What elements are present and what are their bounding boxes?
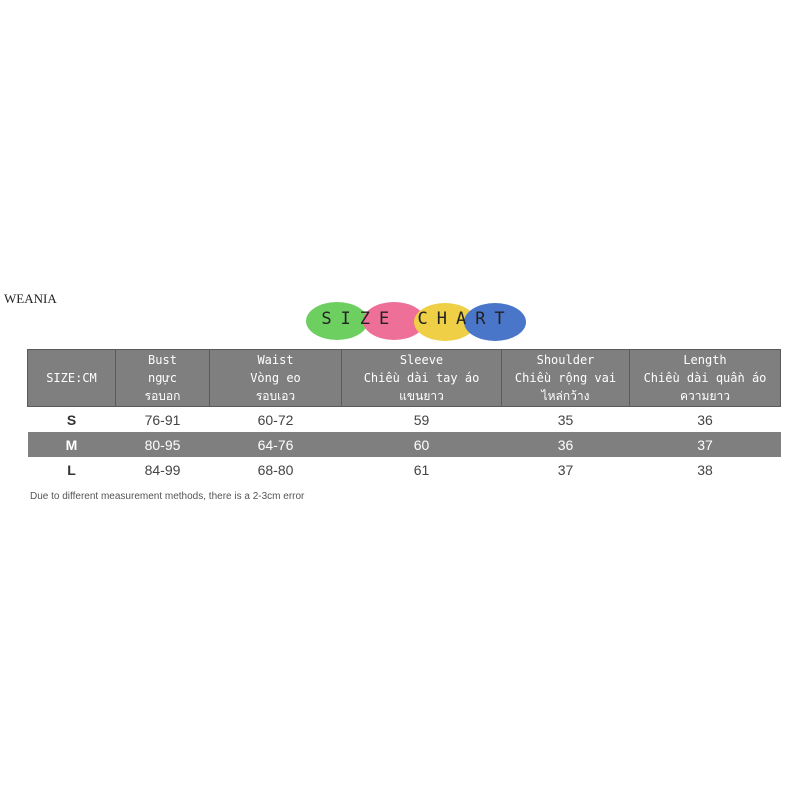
header-label: Chiều dài quần áo: [643, 371, 767, 385]
sleeve-cell: 61: [413, 461, 430, 478]
title-text: SIZE CHART: [321, 309, 514, 329]
header-size: [28, 350, 116, 407]
header-label: แขนยาว: [399, 389, 444, 403]
bust-cell: 80-95: [116, 432, 210, 457]
size-cell: M: [28, 432, 116, 457]
measurement-note: Due to different measurement methods, there is a 2-3cm error: [30, 491, 305, 502]
header-waist: [210, 350, 342, 407]
table-row-l: [28, 457, 781, 482]
header-label: Chiều rộng vai: [514, 371, 617, 385]
header-length: [630, 350, 781, 407]
length-cell: 38: [697, 461, 713, 478]
header-label: Vòng eo: [250, 371, 301, 385]
size-cell: S: [66, 411, 77, 428]
header-label: Chiều dài tay áo: [363, 371, 480, 385]
header-label: Sleeve: [399, 353, 444, 367]
header-label: รอบเอว: [255, 389, 296, 403]
header-label: Shoulder: [536, 353, 595, 367]
header-label: SIZE:CM: [46, 371, 97, 385]
header-shoulder: [502, 350, 630, 407]
bust-cell: 76-91: [144, 411, 181, 428]
length-cell: 37: [630, 432, 781, 457]
header-sleeve: [342, 350, 502, 407]
shoulder-cell: 35: [557, 411, 574, 428]
sleeve-cell: 60: [342, 432, 502, 457]
header-label: ngực: [148, 371, 177, 385]
table-row-m: [28, 432, 781, 457]
shoulder-cell: 36: [502, 432, 630, 457]
size-table: [27, 349, 781, 482]
header-label: Waist: [257, 353, 294, 367]
header-label: ความยาว: [680, 389, 730, 403]
shoulder-cell: 37: [557, 461, 574, 478]
bust-cell: 84-99: [144, 461, 181, 478]
waist-cell: 64-76: [210, 432, 342, 457]
header-label: Length: [683, 353, 727, 367]
waist-cell: 60-72: [257, 411, 294, 428]
header-label: Bust: [148, 353, 177, 367]
waist-cell: 68-80: [257, 461, 294, 478]
brand-logo: WEANIA: [4, 291, 57, 306]
header-label: ไหล่กว้าง: [541, 389, 590, 403]
table-row-s: [28, 407, 781, 433]
header-row: [28, 350, 781, 407]
size-cell: L: [67, 461, 76, 478]
header-bust: [116, 350, 210, 407]
length-cell: 36: [697, 411, 713, 428]
header-label: รอบอก: [144, 389, 181, 403]
sleeve-cell: 59: [413, 411, 430, 428]
size-chart-title: [305, 301, 530, 343]
